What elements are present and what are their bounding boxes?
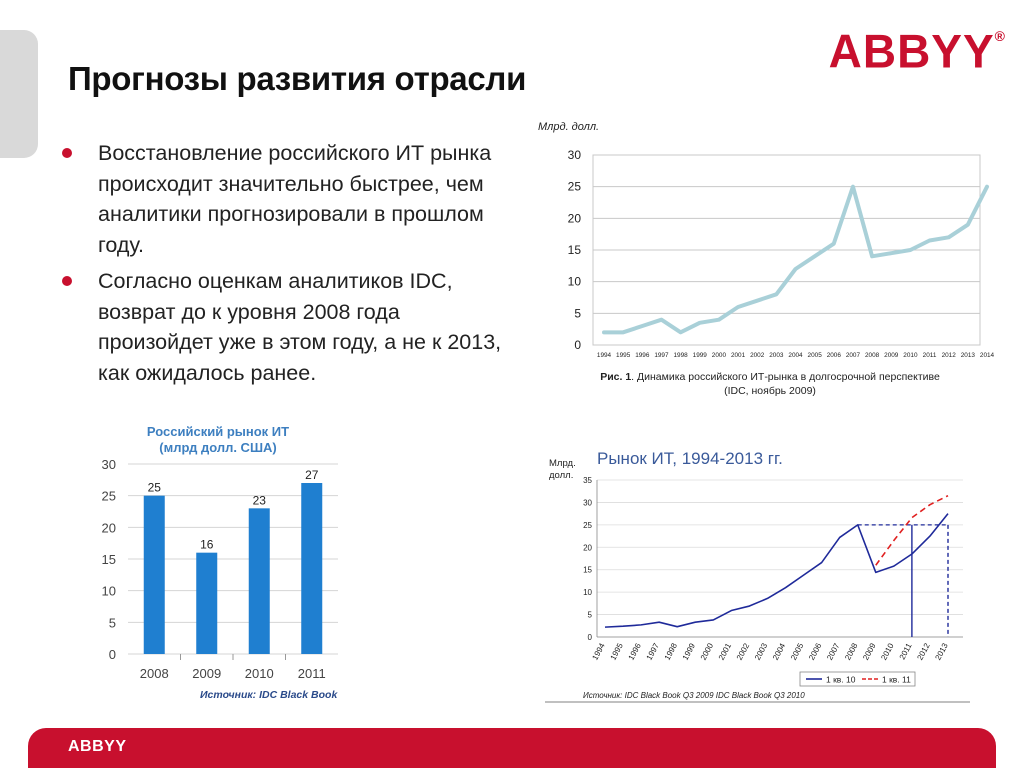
- x-tick-label: 1997: [644, 641, 661, 662]
- y-tick-label: 5: [108, 615, 116, 631]
- x-tick-label: 2003: [769, 352, 784, 359]
- x-tick-label: 1994: [590, 641, 607, 662]
- footer-logo-text: ABBYY: [68, 738, 127, 755]
- x-tick-label: 2007: [825, 641, 842, 662]
- y-tick-label: 20: [101, 520, 116, 536]
- x-tick-label: 2010: [879, 641, 896, 662]
- chart-source: Источник: IDC Black Book Q3 2009 IDC Black Book Q3 2010: [583, 691, 805, 700]
- y-tick-label: 25: [583, 520, 592, 530]
- x-tick-label: 2012: [941, 352, 956, 359]
- chart-subtitle: (млрд долл. США): [159, 440, 277, 455]
- series-line: [605, 514, 948, 627]
- y-tick-label: 0: [574, 338, 581, 352]
- data-point: [756, 299, 759, 302]
- y-tick-label: 35: [583, 476, 592, 485]
- bullet-dot-icon: [62, 276, 72, 286]
- legend-label: 1 кв. 11: [882, 674, 911, 685]
- x-tick-label: 1996: [635, 352, 650, 359]
- logo-registered-mark: ®: [994, 27, 1006, 44]
- data-point: [622, 331, 625, 334]
- y-tick-label: 30: [101, 457, 116, 472]
- x-tick-label: 1996: [626, 641, 643, 662]
- bullet-text: Согласно оценкам аналитиков IDC, возврат до к уровня 2008 года произойдет уже в этом году, а не к 2013, как ожидалось ранее.: [98, 269, 502, 385]
- abbyy-logo: [829, 23, 1006, 78]
- x-tick-label: 2006: [826, 352, 841, 359]
- chart-longterm-line: [530, 112, 1010, 408]
- x-tick-label: 2009: [861, 641, 878, 662]
- y-tick-label: 25: [567, 179, 581, 194]
- x-tick-label: 1999: [680, 641, 698, 662]
- chart-unit-label: Млрд. долл.: [538, 121, 600, 133]
- x-tick-label: 2008: [864, 352, 880, 359]
- chart-source: Источник: IDC Black Book: [200, 689, 338, 701]
- bar: [301, 483, 322, 654]
- bullet-item: [62, 266, 502, 388]
- x-tick-label: 2011: [897, 641, 914, 662]
- x-tick-label: 2000: [711, 352, 727, 359]
- x-tick-label: 2000: [698, 641, 716, 662]
- data-point: [947, 236, 950, 239]
- chart-series-line: [604, 187, 987, 333]
- y-tick-label: 0: [587, 633, 592, 642]
- y-tick-label: 15: [567, 243, 581, 257]
- y-tick-label: 30: [583, 498, 592, 508]
- bullet-list: [62, 138, 502, 394]
- x-tick-label: 2007: [845, 352, 861, 359]
- y-tick-label: 5: [587, 610, 592, 620]
- data-point: [909, 249, 912, 252]
- x-tick-label: 2002: [750, 352, 765, 359]
- x-tick-label: 2011: [922, 352, 937, 359]
- data-point: [641, 325, 644, 328]
- data-point: [813, 255, 816, 258]
- x-tick-label: 2005: [807, 352, 822, 359]
- footer-bar: [28, 728, 996, 768]
- data-point: [928, 239, 931, 242]
- x-tick-label: 2010: [903, 352, 918, 359]
- x-tick-label: 2013: [960, 352, 975, 359]
- x-tick-label: 2013: [933, 641, 950, 662]
- data-point: [737, 306, 740, 309]
- data-label: 23: [252, 493, 266, 508]
- x-tick-label: 1995: [608, 641, 625, 662]
- bullet-dot-icon: [62, 148, 72, 158]
- x-tick-label: 2005: [789, 641, 806, 662]
- x-tick-label: 1994: [596, 352, 612, 359]
- x-tick-label: 2008: [139, 666, 169, 681]
- caption-prefix: Рис. 1: [600, 371, 632, 383]
- chart-bar: [90, 418, 352, 708]
- x-tick-label: 2002: [734, 641, 752, 662]
- y-tick-label: 15: [101, 552, 116, 567]
- y-tick-label: 30: [567, 148, 581, 162]
- data-point: [794, 268, 797, 271]
- data-point: [679, 331, 682, 334]
- x-tick-label: 2004: [770, 641, 788, 662]
- data-point: [986, 185, 989, 188]
- y-tick-label: 10: [583, 588, 592, 598]
- logo-text: ABBYY: [828, 24, 995, 78]
- y-tick-label: 25: [101, 488, 116, 504]
- y-tick-label: 10: [567, 274, 581, 289]
- chart-caption-line2: (IDC, ноябрь 2009): [724, 385, 816, 397]
- bullet-text: Восстановление российского ИТ рынка происходит значительно быстрее, чем аналитики прогнозировали в прошлом году.: [98, 141, 492, 257]
- chart-ylabel: Млрд.: [549, 458, 576, 469]
- bar: [144, 496, 165, 654]
- x-tick-label: 1995: [616, 352, 631, 359]
- chart-title: Российский рынок ИТ: [146, 424, 290, 439]
- data-label: 25: [147, 480, 161, 495]
- slide-title: Прогнозы развития отрасли: [68, 60, 527, 97]
- x-tick-label: 1997: [654, 352, 669, 359]
- x-tick-label: 2009: [884, 352, 899, 359]
- x-tick-label: 2008: [843, 641, 860, 662]
- bullet-item: [62, 138, 502, 260]
- data-point: [871, 255, 874, 258]
- x-tick-label: 1998: [673, 352, 688, 359]
- y-tick-label: 0: [108, 647, 116, 662]
- data-label: 27: [305, 468, 319, 482]
- x-tick-label: 1999: [692, 352, 707, 359]
- x-tick-label: 2010: [244, 666, 274, 681]
- data-point: [775, 293, 778, 296]
- bar: [196, 553, 217, 654]
- data-point: [966, 223, 969, 226]
- y-tick-label: 15: [583, 565, 592, 575]
- x-tick-label: 2004: [788, 352, 803, 359]
- data-point: [832, 242, 835, 245]
- data-point: [698, 321, 701, 324]
- chart-forecast-line: [545, 440, 975, 704]
- data-point: [851, 185, 854, 188]
- x-tick-label: 2012: [915, 641, 932, 662]
- y-tick-label: 10: [101, 583, 116, 599]
- x-tick-label: 2014: [979, 352, 995, 359]
- data-point: [717, 318, 720, 321]
- data-label: 16: [200, 537, 214, 552]
- chart-title: Рынок ИТ, 1994-2013 гг.: [597, 449, 783, 468]
- y-tick-label: 20: [567, 211, 581, 226]
- data-point: [603, 331, 606, 334]
- x-tick-label: 2001: [716, 641, 734, 662]
- x-tick-label: 2006: [807, 641, 824, 662]
- y-tick-label: 20: [583, 543, 592, 553]
- y-tick-label: 5: [574, 306, 581, 321]
- data-point: [890, 252, 893, 255]
- x-tick-label: 2001: [730, 352, 746, 359]
- bar: [249, 508, 270, 654]
- x-tick-label: 2011: [297, 666, 326, 681]
- caption-text: . Динамика российского ИТ-рынка в долгосрочной перспективе: [631, 371, 940, 383]
- chart-caption: [600, 371, 940, 383]
- legend-label: 1 кв. 10: [826, 674, 856, 685]
- x-tick-label: 1998: [662, 641, 679, 662]
- x-tick-label: 2009: [192, 666, 222, 681]
- x-tick-label: 2003: [752, 641, 770, 662]
- chart-ylabel-line2: долл.: [549, 470, 574, 481]
- side-tab: [0, 30, 38, 158]
- data-point: [660, 318, 663, 321]
